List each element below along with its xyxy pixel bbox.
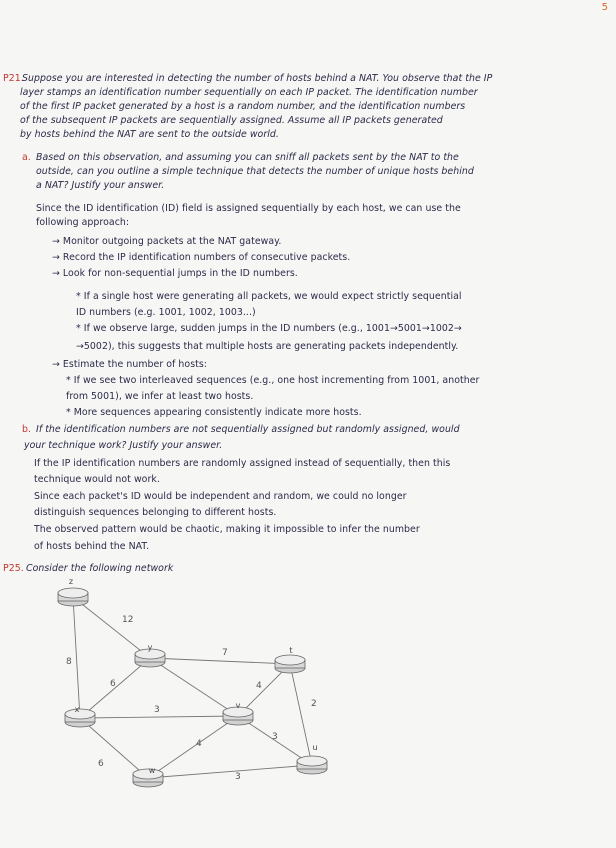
edge-cost-w-u: 3 <box>235 772 241 782</box>
router-x <box>65 705 95 727</box>
p21-intro-line-1: Suppose you are interested in detecting the number of hosts behind a NAT. You observe that the IP <box>22 73 493 84</box>
p21-intro-line-4: of the subsequent IP packets are sequentially assigned. Assume all IP packets generated <box>20 115 443 126</box>
p21-a-answer-line-1: Since the ID identification (ID) field is assigned sequentially by each host, we can use the <box>36 203 461 214</box>
p21-b-question-line-1: If the identification numbers are not sequentially assigned but randomly assigned, would <box>36 424 460 435</box>
p21-part-a-label: a. <box>22 152 31 163</box>
router-u <box>297 743 327 774</box>
edge-cost-v-w: 4 <box>196 739 202 749</box>
router-y <box>135 643 165 667</box>
router-label-x: x <box>74 705 80 714</box>
edge-v-w <box>148 716 238 778</box>
p21-b-answer-line-2: technique would not work. <box>34 474 160 485</box>
edge-x-v <box>80 716 238 718</box>
p21-b-answer-line-6: of hosts behind the NAT. <box>34 541 150 552</box>
edge-z-x <box>73 597 80 718</box>
p21-a-answer-line-6: * If a single host were generating all packets, we would expect strictly sequential <box>76 291 462 302</box>
edge-cost-z-y: 12 <box>122 615 134 625</box>
edge-y-v <box>150 658 238 716</box>
p21-a-question-line-3: a NAT? Justify your answer. <box>36 180 165 191</box>
p21-a-question-line-1: Based on this observation, and assuming you can sniff all packets sent by the NAT to the <box>36 152 459 163</box>
p21-intro-line-5: by hosts behind the NAT are sent to the outside world. <box>20 129 279 140</box>
router-t <box>275 646 305 673</box>
p21-a-answer-line-2: following approach: <box>36 217 130 228</box>
router-label-y: y <box>147 643 153 652</box>
p21-b-answer-line-3: Since each packet's ID would be independent and random, we could no longer <box>34 491 407 502</box>
router-label-z: z <box>68 577 74 586</box>
edge-cost-t-u: 2 <box>311 699 317 709</box>
p21-intro-line-3: of the first IP packet generated by a host is a random number, and the identification numbers <box>20 101 466 112</box>
edge-y-t <box>150 658 290 664</box>
router-label-u: u <box>312 743 318 752</box>
page-number: 5 <box>601 2 608 13</box>
p25-text: Consider the following network <box>26 563 174 574</box>
edge-t-u <box>290 664 312 765</box>
p21-a-answer-line-10: → Estimate the number of hosts: <box>52 359 208 370</box>
edge-cost-y-t: 7 <box>222 648 228 658</box>
p21-intro-line-2: layer stamps an identification number sequentially on each IP packet. The identification number <box>20 87 478 98</box>
p21-a-question-line-2: outside, can you outline a simple technique that detects the number of unique hosts behind <box>36 166 474 177</box>
p21-b-question-line-2: your technique work? Justify your answer. <box>24 440 223 451</box>
edge-cost-x-w: 6 <box>98 759 104 769</box>
p21-a-answer-line-11: * If we see two interleaved sequences (e.g., one host incrementing from 1001, another <box>66 375 480 386</box>
p21-a-answer-line-9: →5002), this suggests that multiple hosts are generating packets independently. <box>76 341 459 352</box>
p21-part-b-label: b. <box>22 424 32 435</box>
p21-b-answer-line-5: The observed pattern would be chaotic, making it impossible to infer the number <box>34 524 420 535</box>
p21-a-answer-line-4: → Record the IP identification numbers of consecutive packets. <box>52 252 351 263</box>
edge-cost-x-v: 3 <box>154 705 160 715</box>
problem-p21-label: P21. <box>3 73 24 84</box>
network-nodes <box>58 577 327 787</box>
p21-a-answer-line-5: → Look for non-sequential jumps in the ID numbers. <box>52 268 298 279</box>
network-edges <box>66 597 317 782</box>
p21-b-answer-line-4: distinguish sequences belonging to different hosts. <box>34 507 277 518</box>
edge-cost-v-t: 4 <box>256 681 262 691</box>
router-z <box>58 577 88 606</box>
router-label-w: w <box>148 766 156 775</box>
problem-p25-label: P25. <box>3 563 24 574</box>
p21-a-answer-line-3: → Monitor outgoing packets at the NAT gateway. <box>52 236 282 247</box>
p21-a-answer-line-13: * More sequences appearing consistently indicate more hosts. <box>66 407 362 418</box>
edge-cost-v-u: 3 <box>272 732 278 742</box>
p21-a-answer-line-12: from 5001), we infer at least two hosts. <box>66 391 254 402</box>
p21-a-answer-line-8: * If we observe large, sudden jumps in the ID numbers (e.g., 1001→5001→1002→ <box>76 323 462 334</box>
edge-z-y <box>73 597 150 658</box>
edge-cost-z-x: 8 <box>66 657 72 667</box>
router-label-v: v <box>235 701 241 710</box>
edge-x-w <box>80 718 148 778</box>
edge-cost-y-x: 6 <box>110 679 116 689</box>
router-v <box>223 701 253 725</box>
p21-a-answer-line-7: ID numbers (e.g. 1001, 1002, 1003...) <box>76 307 256 318</box>
router-label-t: t <box>289 646 293 655</box>
edge-w-u <box>148 765 312 778</box>
p21-b-answer-line-1: If the IP identification numbers are randomly assigned instead of sequentially, then this <box>34 458 451 469</box>
